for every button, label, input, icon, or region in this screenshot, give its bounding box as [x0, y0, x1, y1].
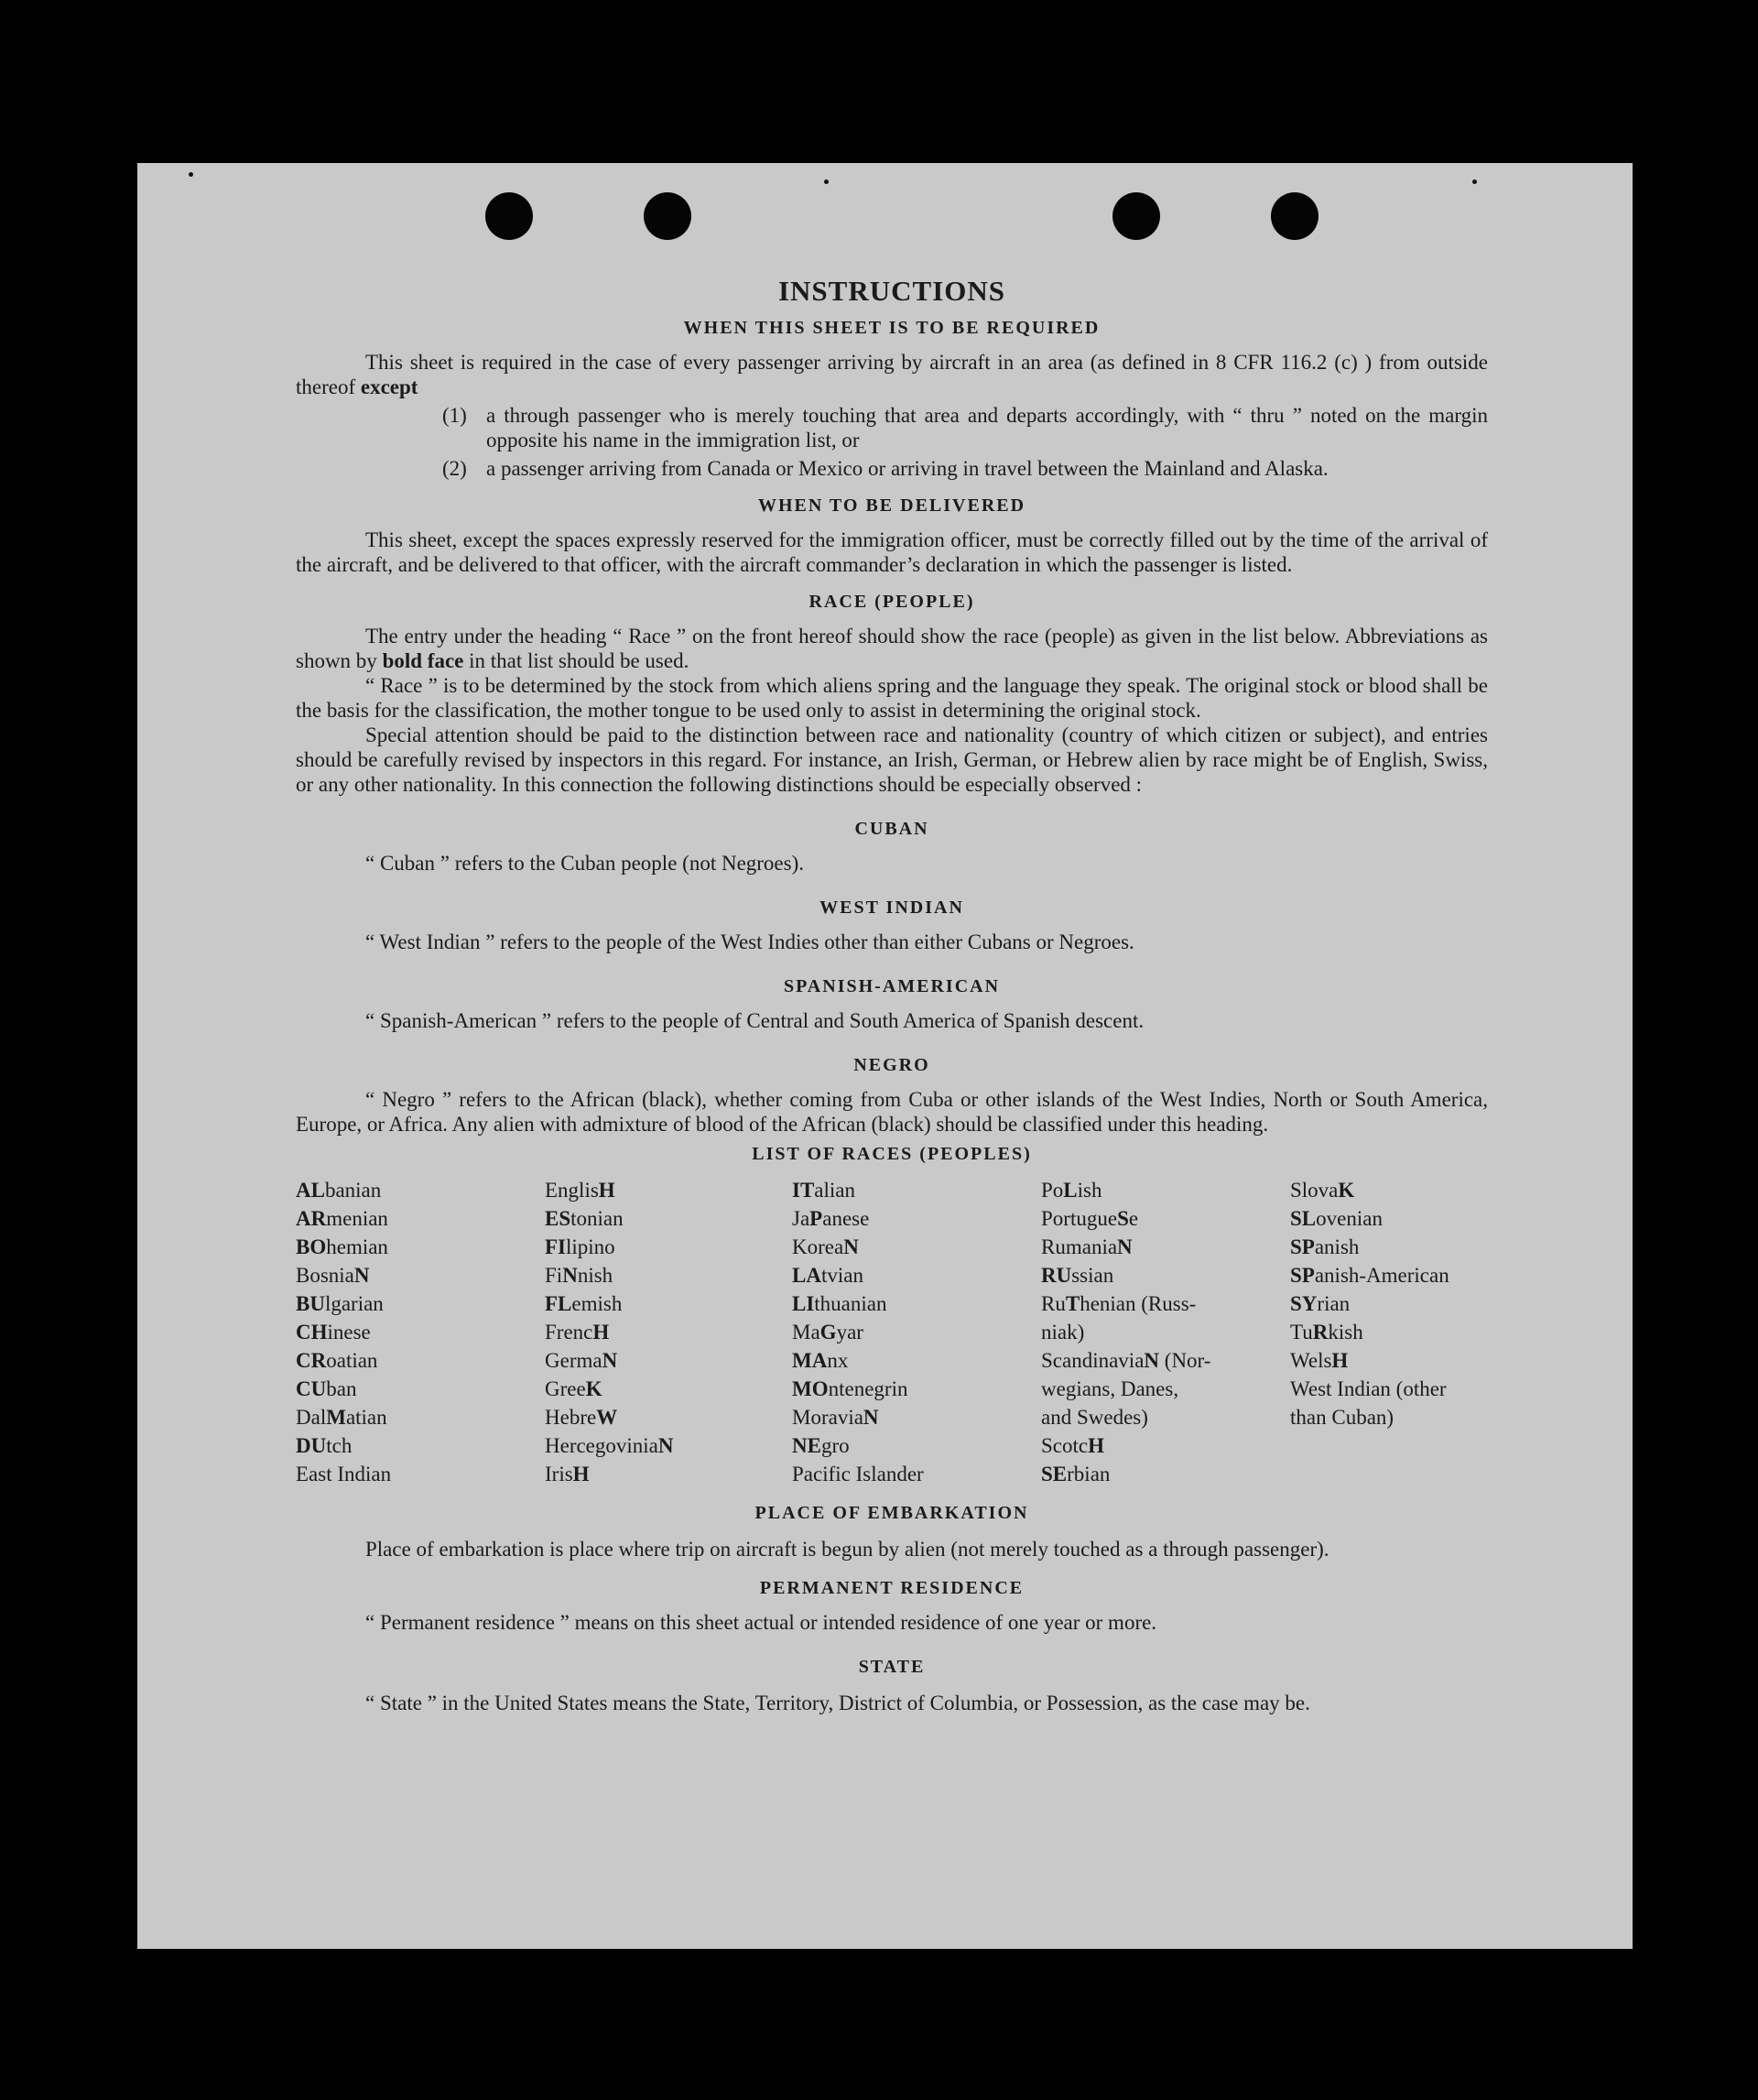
section-heading-embarkation: PLACE OF EMBARKATION: [754, 1503, 1029, 1523]
race-entry-abbrev: L: [1063, 1179, 1078, 1202]
race-entry-text: niak): [1041, 1321, 1085, 1344]
speck: [1472, 180, 1477, 184]
races-column: [1041, 1176, 1290, 1488]
section-heading-negro: NEGRO: [853, 1055, 930, 1075]
race-entry-abbrev: LI: [792, 1292, 815, 1315]
race-entry-text: Tu: [1290, 1321, 1313, 1344]
race-entry: [792, 1233, 1041, 1261]
race-entry-text: Korea: [792, 1235, 844, 1258]
race-entry-text: inese: [327, 1321, 371, 1344]
west-indian-text: “ West Indian ” refers to the people of the West Indies other than either Cubans or Negroes.: [365, 930, 1134, 953]
race-entry-text: rbian: [1067, 1463, 1111, 1485]
race-entry-text: e: [1128, 1207, 1139, 1230]
race-entry-text: Hercegovinia: [545, 1434, 658, 1457]
race-entry-text: hemian: [326, 1235, 388, 1258]
race-entry: [792, 1403, 1041, 1431]
race-entry-text: Scandinavia: [1041, 1349, 1145, 1372]
race-entry: [545, 1261, 792, 1289]
race-entry-text: anish: [1314, 1235, 1360, 1258]
race-entry-abbrev: N: [602, 1349, 618, 1372]
race-entry: [1041, 1176, 1290, 1204]
race-entry-text: ish: [1077, 1179, 1102, 1202]
race-entry: [296, 1289, 545, 1318]
race-entry-abbrev: H: [598, 1179, 615, 1202]
instructions-content: [296, 275, 1488, 1718]
race-p1-bold: bold face: [382, 649, 464, 672]
race-entry-text: and Swedes): [1041, 1406, 1148, 1429]
spanish-american-text: “ Spanish-American ” refers to the people of Central and South America of Spanish descent.: [365, 1009, 1145, 1032]
race-entry: [1041, 1233, 1290, 1261]
race-entry-abbrev: RU: [1041, 1264, 1072, 1287]
race-entry: [1290, 1346, 1488, 1375]
race-entry-abbrev: ES: [545, 1207, 571, 1230]
race-entry-text: Moravia: [792, 1406, 863, 1429]
race-entry-text: ban: [326, 1377, 357, 1400]
race-entry: [545, 1204, 792, 1233]
race-entry-abbrev: SP: [1290, 1264, 1315, 1287]
race-entry-abbrev: AL: [296, 1179, 325, 1202]
section-heading-spanish-american: SPANISH-AMERICAN: [783, 976, 1001, 996]
race-entry: [545, 1233, 792, 1261]
race-entry-text: Portugue: [1041, 1207, 1118, 1230]
race-entry-text: wegians, Danes,: [1041, 1377, 1179, 1400]
section-heading-west-indian: WEST INDIAN: [819, 898, 964, 918]
item-text: a through passenger who is merely touching that area and departs accordingly, with “ thru ” noted on the margin opposite his name in the immigration list, or: [486, 404, 1488, 452]
race-entry-text: gro: [820, 1434, 850, 1457]
punch-hole: [644, 192, 691, 240]
section-heading-races-list: LIST OF RACES (PEOPLES): [752, 1144, 1032, 1164]
race-entry-abbrev: BO: [296, 1235, 327, 1258]
race-entry-text: ntenegrin: [828, 1377, 908, 1400]
punch-hole: [1271, 192, 1318, 240]
race-entry-text: Ma: [792, 1321, 820, 1344]
race-entry-abbrev: BU: [296, 1292, 325, 1315]
page-title: INSTRUCTIONS: [777, 275, 1005, 307]
race-entry-text: Pacific Islander: [792, 1463, 924, 1485]
race-entry-abbrev: SE: [1041, 1463, 1068, 1485]
document-sheet: [137, 163, 1633, 1949]
race-entry-text: oatian: [326, 1349, 378, 1372]
race-entry: [1290, 1318, 1488, 1346]
race-p1-text-end: in that list should be used.: [469, 649, 689, 672]
race-entry: [792, 1289, 1041, 1318]
race-entry: [1041, 1431, 1290, 1460]
race-entry: [792, 1346, 1041, 1375]
race-entry: [1290, 1233, 1488, 1261]
race-entry: [1041, 1346, 1290, 1375]
race-entry: [545, 1403, 792, 1431]
race-entry-text: Hebre: [545, 1406, 597, 1429]
race-entry: [296, 1176, 545, 1204]
race-entry-text: tch: [326, 1434, 353, 1457]
race-entry: [296, 1403, 545, 1431]
race-entry-text: kish: [1328, 1321, 1363, 1344]
race-entry: [545, 1318, 792, 1346]
section-heading-required: WHEN THIS SHEET IS TO BE REQUIRED: [683, 318, 1101, 338]
race-entry-text: yar: [836, 1321, 863, 1344]
race-paragraph-2: “ Race ” is to be determined by the stock from which aliens spring and the language they speak. The original stock or blood shall be the basis for the classification, the mother tongue to be used only to assist in determining the original stock.: [296, 674, 1488, 722]
item-number: (1): [442, 404, 467, 427]
race-entry-text: ovenian: [1316, 1207, 1383, 1230]
race-entry-abbrev: MO: [792, 1377, 829, 1400]
race-entry-text: Rumania: [1041, 1235, 1118, 1258]
race-entry-abbrev: IT: [792, 1179, 815, 1202]
section-heading-cuban: CUBAN: [854, 819, 929, 839]
race-entry-text: than Cuban): [1290, 1406, 1394, 1429]
race-entry: [1041, 1261, 1290, 1289]
negro-text: “ Negro ” refers to the African (black), whether coming from Cuba or other islands of the West Indies, North or South America, Europe, or Africa. Any alien with admixture of blood of the African (black) should be classified under this heading.: [296, 1088, 1488, 1136]
race-entry-abbrev: K: [1338, 1179, 1355, 1202]
race-entry: [296, 1204, 545, 1233]
race-entry: [792, 1204, 1041, 1233]
race-entry: [545, 1460, 792, 1488]
race-entry: [545, 1346, 792, 1375]
race-entry-text: emish: [571, 1292, 623, 1315]
race-entry-text: banian: [324, 1179, 382, 1202]
race-entry-text: rian: [1317, 1292, 1351, 1315]
races-list: [296, 1176, 1488, 1488]
race-entry-abbrev: SP: [1290, 1235, 1315, 1258]
race-entry-abbrev: H: [572, 1463, 590, 1485]
race-entry-text: tonian: [570, 1207, 624, 1230]
races-column: [792, 1176, 1041, 1488]
race-entry-text: Ja: [792, 1207, 810, 1230]
residence-text: “ Permanent residence ” means on this sheet actual or intended residence of one year or more.: [365, 1611, 1157, 1634]
race-entry-text: thuanian: [814, 1292, 887, 1315]
race-entry-abbrev: R: [1312, 1321, 1329, 1344]
speck: [824, 180, 829, 184]
race-entry: [792, 1261, 1041, 1289]
race-entry-abbrev: N: [843, 1235, 859, 1258]
race-entry: [1041, 1460, 1290, 1488]
race-entry-text: ssian: [1071, 1264, 1114, 1287]
race-entry-abbrev: H: [1331, 1349, 1349, 1372]
item-text: a passenger arriving from Canada or Mexico or arriving in travel between the Mainland and Alaska.: [486, 457, 1329, 480]
race-entry-text: alian: [814, 1179, 855, 1202]
race-entry: [545, 1375, 792, 1403]
race-entry-text: Germa: [545, 1349, 602, 1372]
race-entry-abbrev: P: [809, 1207, 823, 1230]
race-paragraph-1: [296, 624, 1488, 673]
race-entry-abbrev: FL: [545, 1292, 572, 1315]
races-column: [296, 1176, 545, 1488]
delivered-text: This sheet, except the spaces expressly reserved for the immigration officer, must be correctly filled out by the time of the arrival of the aircraft, and be delivered to that officer, with the aircraft commander’s declaration in which the passenger is listed.: [296, 528, 1488, 576]
race-entry: [1290, 1403, 1488, 1431]
speck: [189, 172, 193, 177]
races-column: [1290, 1176, 1488, 1488]
race-entry-text: Iris: [545, 1463, 573, 1485]
race-p1-text: The entry under the heading “ Race ” on the front hereof should show the race (people) as given in the list below. Abbreviations as shown by: [296, 625, 1488, 672]
race-entry-text: Englis: [545, 1179, 599, 1202]
race-entry: [296, 1233, 545, 1261]
race-entry: [792, 1460, 1041, 1488]
race-entry-abbrev: W: [596, 1406, 618, 1429]
race-entry: [296, 1318, 545, 1346]
race-entry: [1290, 1289, 1488, 1318]
race-entry: [296, 1375, 545, 1403]
race-entry-text: Scotc: [1041, 1434, 1089, 1457]
race-entry: [1290, 1204, 1488, 1233]
race-entry-abbrev: AR: [296, 1207, 327, 1230]
race-entry-abbrev: DU: [296, 1434, 327, 1457]
race-entry-text: Ru: [1041, 1292, 1066, 1315]
race-entry-abbrev: N: [353, 1264, 370, 1287]
race-entry-text: Po: [1041, 1179, 1064, 1202]
race-entry: [1041, 1375, 1290, 1403]
race-entry: [1290, 1261, 1488, 1289]
race-entry-abbrev: M: [326, 1406, 346, 1429]
race-entry-text: anese: [822, 1207, 870, 1230]
race-entry: [792, 1431, 1041, 1460]
race-entry-abbrev: CU: [296, 1377, 327, 1400]
race-entry: [545, 1289, 792, 1318]
race-entry-abbrev: K: [585, 1377, 602, 1400]
race-entry-abbrev: CR: [296, 1349, 327, 1372]
cuban-text: “ Cuban ” refers to the Cuban people (not Negroes).: [365, 852, 805, 875]
race-entry-text: nish: [577, 1264, 613, 1287]
race-entry-text: anish-American: [1314, 1264, 1449, 1287]
race-entry-text: Fi: [545, 1264, 563, 1287]
punch-hole: [485, 192, 533, 240]
race-entry-abbrev: NE: [792, 1434, 821, 1457]
race-entry: [1041, 1289, 1290, 1318]
race-entry-abbrev: N: [562, 1264, 578, 1287]
section-heading-race: RACE (PEOPLE): [808, 592, 975, 612]
section-heading-delivered: WHEN TO BE DELIVERED: [757, 495, 1026, 516]
race-entry-text: atian: [345, 1406, 387, 1429]
section-heading-residence: PERMANENT RESIDENCE: [759, 1578, 1025, 1598]
required-item-2: [442, 456, 1488, 481]
race-entry: [296, 1346, 545, 1375]
required-item-1: [442, 403, 1488, 452]
race-entry-abbrev: H: [1088, 1434, 1104, 1457]
race-entry-text: East Indian: [296, 1463, 392, 1485]
race-entry: [1041, 1318, 1290, 1346]
race-entry-text: Bosnia: [296, 1264, 354, 1287]
race-entry-abbrev: N: [1117, 1235, 1133, 1258]
race-paragraph-3: Special attention should be paid to the distinction between race and nationality (country of which citizen or subject), and entries should be carefully revised by inspectors in this regard. For instance, an Irish, German, or Hebrew alien by race might be of English, Swiss, or any other nationality. In this connection the following distinctions should be especially observed :: [296, 724, 1488, 796]
race-entry: [1290, 1176, 1488, 1204]
race-entry: [1041, 1204, 1290, 1233]
race-entry: [296, 1261, 545, 1289]
race-entry-text: Frenc: [545, 1321, 593, 1344]
section-heading-state: STATE: [858, 1657, 926, 1677]
race-entry-text: nx: [827, 1349, 849, 1372]
punch-hole: [1112, 192, 1160, 240]
race-entry-text: henian (Russ-: [1080, 1292, 1197, 1315]
required-intro: [296, 350, 1488, 399]
race-entry-abbrev: FI: [545, 1235, 566, 1258]
race-entry: [296, 1431, 545, 1460]
race-entry-text: Dal: [296, 1406, 327, 1429]
state-text: “ State ” in the United States means the State, Territory, District of Columbia, or Possession, as the case may be.: [365, 1692, 1310, 1714]
race-entry-text: Gree: [545, 1377, 586, 1400]
race-entry-abbrev: H: [592, 1321, 610, 1344]
race-entry-abbrev: SL: [1290, 1207, 1317, 1230]
race-entry-text: lipino: [566, 1235, 615, 1258]
race-entry: [1041, 1403, 1290, 1431]
embarkation-text: Place of embarkation is place where trip on aircraft is begun by alien (not merely touched as a through passenger).: [365, 1538, 1329, 1561]
required-intro-text: This sheet is required in the case of every passenger arriving by aircraft in an area (as defined in 8 CFR 116.2 (c) ) from outside thereof: [296, 351, 1488, 398]
race-entry-text: tvian: [820, 1264, 863, 1287]
race-entry: [792, 1176, 1041, 1204]
race-entry: [792, 1318, 1041, 1346]
race-entry-abbrev: CH: [296, 1321, 328, 1344]
race-entry-abbrev: G: [819, 1321, 837, 1344]
race-entry-text: (Nor-: [1159, 1349, 1211, 1372]
race-entry-abbrev: LA: [792, 1264, 821, 1287]
race-entry-abbrev: SY: [1290, 1292, 1318, 1315]
race-entry: [545, 1176, 792, 1204]
races-column: [545, 1176, 792, 1488]
race-entry-abbrev: N: [863, 1406, 879, 1429]
race-entry-text: Slova: [1290, 1179, 1339, 1202]
race-entry-text: menian: [326, 1207, 388, 1230]
race-entry: [1290, 1375, 1488, 1403]
race-entry-text: lgarian: [324, 1292, 384, 1315]
race-entry-abbrev: N: [657, 1434, 674, 1457]
required-intro-bold: except: [360, 375, 418, 398]
race-entry: [545, 1431, 792, 1460]
race-entry-text: Wels: [1290, 1349, 1332, 1372]
race-entry-text: West Indian (other: [1290, 1377, 1447, 1400]
race-entry-abbrev: MA: [792, 1349, 828, 1372]
race-entry-abbrev: S: [1117, 1207, 1129, 1230]
race-entry: [792, 1375, 1041, 1403]
race-entry: [296, 1460, 545, 1488]
item-number: (2): [442, 457, 467, 480]
race-entry-abbrev: T: [1065, 1292, 1080, 1315]
race-entry-abbrev: N: [1144, 1349, 1160, 1372]
